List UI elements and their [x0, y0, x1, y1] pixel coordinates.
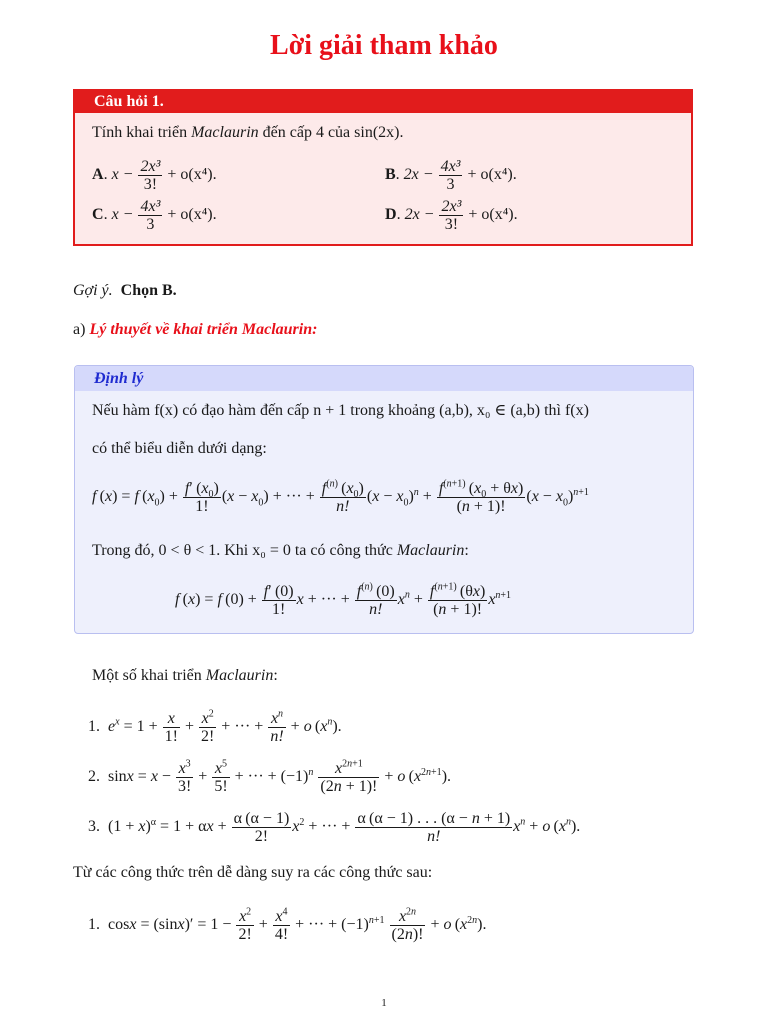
option-a: A. x − $\frac{\text{2x³}}{3!}$ + o(x⁴). — [92, 158, 217, 193]
option-b: B. 2x − $\frac{\text{4x³}}{3}$ + o(x⁴). — [385, 158, 517, 193]
option-d: D. 2x − $\frac{\text{2x³}}{3!}$ + o(x⁴). — [385, 198, 518, 233]
taylor-formula: f (x) = f $(x_0)$ + $\frac{f' (x_0)}{1!}$ $(x - x_0)$ + ··· + $\frac{f^{(n)} (x_0)}{n!}$ $(x - x_0)^n$ + $\frac{f^{(n+1)} (x_0 + \theta x)}{(n + 1)!}$ $(x - x_0)^{n+1}$ — [92, 478, 589, 515]
hint-line: Gợi ý. Chọn B. — [73, 282, 177, 299]
expansion-binomial: 3. $(1 + x)^\alpha = 1 + \alpha x$ + $\frac{\alpha (\alpha - 1)}{2!}$ $x^2$ + ··· + $\frac{\alpha (\alpha - 1) . . . (\alpha - n + 1)}{n!}$ $x^n + o$ $(x^n)$. — [88, 810, 581, 845]
derived-intro: Từ các công thức trên dễ dàng suy ra các công thức sau: — [73, 864, 433, 881]
expansions-intro: Một số khai triển Maclaurin: — [92, 667, 278, 684]
expansion-sin: 2. sinx = x − $\frac{x^3}{3!}$ + $\frac{x^5}{5!}$ + ··· + $(-1)^n$ $\frac{x^{2n+1}}{(2n + 1)!}$ + o $(x^{2n+1})$. — [88, 758, 452, 795]
derived-cos: 1. cosx = (sinx)′ = 1 − $\frac{x^2}{2!}$ + $\frac{x^4}{4!}$ + ··· + $(-1)^{n+1}$ $\frac{x^{2n}}{(2n)!}$ + o $(x^{2n})$. — [88, 906, 487, 943]
section-a-heading: a) Lý thuyết về khai triển Maclaurin: — [73, 321, 318, 338]
page-title: Lời giải tham khảo — [270, 30, 498, 61]
expansion-exp: 1. $e^x = 1$ + $\frac{x}{1!}$ + $\frac{x^2}{2!}$ + ··· + $\frac{x^n}{n!}$ + o $(x^n)$. — [88, 708, 342, 745]
theorem-header: Định lý — [75, 366, 693, 391]
page-number: 1 — [381, 997, 387, 1009]
maclaurin-formula: f (x) = f (0) + $\frac{f' (0)}{1!}$ x + ··· + $\frac{f^{(n)} (0)}{n!}$ $x^n$ + $\frac{f^{(n+1)} (\theta x)}{(n + 1)!}$ $x^{n+1}$ — [175, 581, 512, 618]
theorem-line-2: có thể biểu diễn dưới dạng: — [92, 440, 267, 457]
option-c: C. x − $\frac{\text{4x³}}{3}$ + o(x⁴). — [92, 198, 217, 233]
theorem-note: Trong đó, 0 < θ < 1. Khi x₀ = 0 ta có công thức Maclaurin: — [92, 542, 469, 559]
question-prompt: Tính khai triển Maclaurin đến cấp 4 của sin(2x). — [92, 124, 404, 141]
question-header: Câu hỏi 1. — [75, 91, 691, 113]
theorem-line-1: Nếu hàm f(x) có đạo hàm đến cấp n + 1 trong khoảng (a,b), x₀ ∈ (a,b) thì f(x) — [92, 402, 589, 419]
